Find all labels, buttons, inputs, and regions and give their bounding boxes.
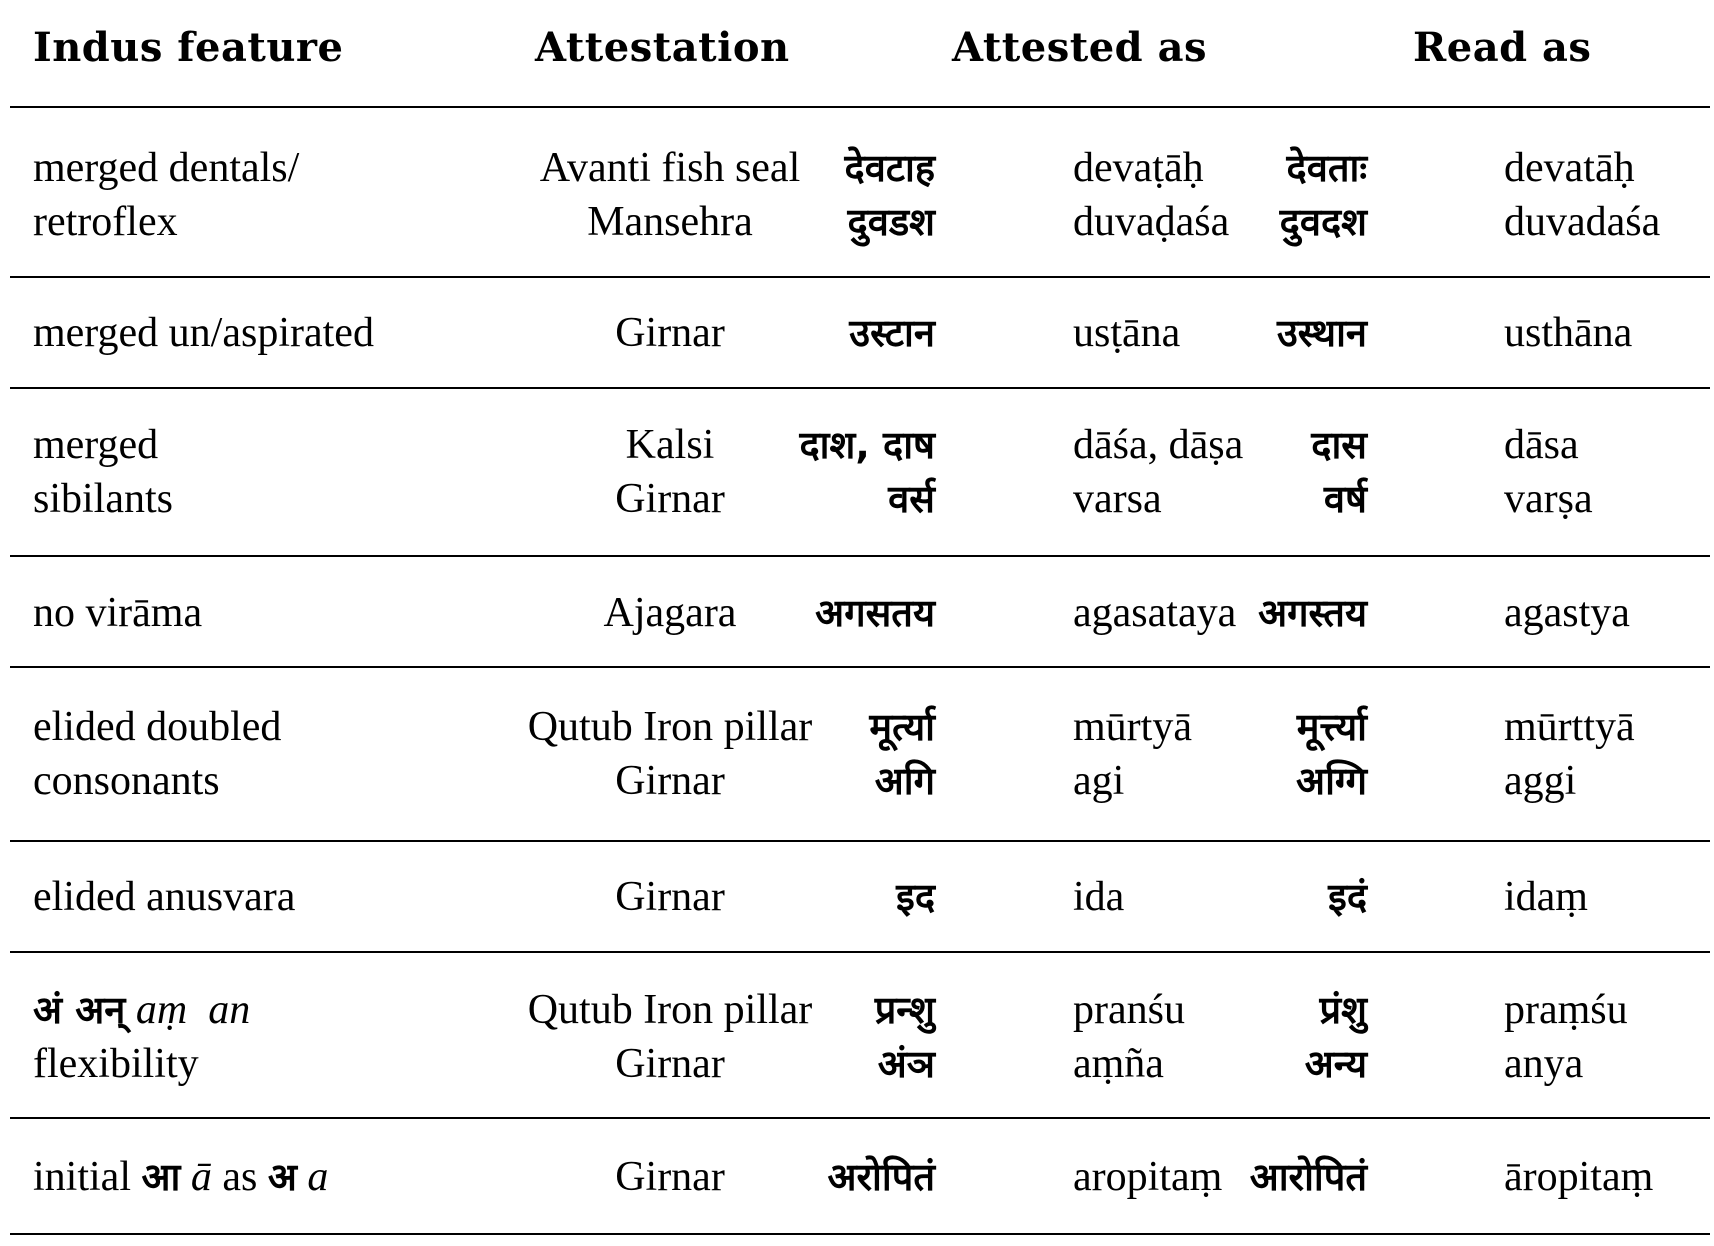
read-devanagari-cell: दास वर्ष: [1311, 423, 1367, 521]
attested-transliteration-cell: mūrtyā agi: [1073, 704, 1192, 804]
attestation-cell: Qutub Iron pillar Girnar: [527, 987, 813, 1087]
attested-devanagari-cell: उस्टान: [849, 311, 935, 355]
read-transliteration-cell: devatāḥ duvadaśa: [1504, 145, 1661, 245]
row-rule: [10, 1117, 1710, 1119]
row-rule: [10, 951, 1710, 953]
read-devanagari-cell: अगस्तय: [1258, 591, 1367, 635]
attested-devanagari-cell: अरोपितं: [827, 1155, 935, 1199]
header-rule: [10, 106, 1710, 108]
attested-devanagari-cell: देवटाह दुवडश: [844, 146, 935, 244]
attestation-cell: Kalsi Girnar: [615, 422, 725, 522]
attested-transliteration-cell: ida: [1073, 874, 1125, 920]
row-rule: [10, 666, 1710, 668]
feature-devanagari: अं अन्: [33, 988, 126, 1032]
read-transliteration-cell: dāsa varṣa: [1504, 422, 1593, 522]
header-read-as: Read as: [1413, 24, 1592, 71]
feature-cell: initial आ ā as अ a: [33, 1154, 329, 1200]
feature-cell: merged un/aspirated: [33, 310, 374, 356]
attestation-cell: Girnar: [615, 874, 725, 920]
attestation-cell: Girnar: [615, 310, 725, 356]
read-devanagari-cell: आरोपितं: [1249, 1155, 1367, 1199]
feature-cell: merged sibilants: [33, 422, 174, 522]
feature-cell: merged dentals/ retroflex: [33, 145, 300, 245]
attested-transliteration-cell: dāśa, dāṣa varsa: [1073, 422, 1244, 522]
read-devanagari-cell: देवताः दुवदश: [1279, 146, 1367, 244]
attestation-cell: Avanti fish seal Mansehra: [539, 145, 801, 245]
attested-devanagari-cell: दाश, दाष वर्स: [799, 423, 935, 521]
read-transliteration-cell: mūrttyā aggi: [1504, 704, 1635, 804]
read-transliteration-cell: praṃśu anya: [1504, 987, 1628, 1087]
row-rule: [10, 555, 1710, 557]
attested-devanagari-cell: मूर्त्या अगि: [869, 705, 935, 803]
header-attestation: Attestation: [535, 24, 790, 71]
feature-cell: elided doubled consonants: [33, 704, 282, 804]
read-devanagari-cell: इदं: [1328, 875, 1367, 919]
attested-transliteration-cell: aropitaṃ: [1073, 1154, 1223, 1200]
read-transliteration-cell: idaṃ: [1504, 874, 1588, 920]
feature-cell: अं अन् aṃ an flexibility: [33, 987, 251, 1087]
attested-devanagari-cell: इद: [896, 875, 935, 919]
read-devanagari-cell: प्रंशु अन्य: [1304, 988, 1367, 1086]
attested-transliteration-cell: devaṭāḥ duvaḍaśa: [1073, 145, 1230, 245]
attestation-cell: Ajagara: [603, 590, 737, 636]
attestation-cell: Girnar: [615, 1154, 725, 1200]
attested-transliteration-cell: usṭāna: [1073, 310, 1181, 356]
read-devanagari-cell: उस्थान: [1276, 311, 1367, 355]
header-indus-feature: Indus feature: [33, 24, 344, 71]
attested-transliteration-cell: pranśu aṃña: [1073, 987, 1185, 1087]
attested-devanagari-cell: अगसतय: [815, 591, 935, 635]
attestation-cell: Qutub Iron pillar Girnar: [527, 704, 813, 804]
read-transliteration-cell: usthāna: [1504, 310, 1633, 356]
row-rule: [10, 840, 1710, 842]
attested-devanagari-cell: प्रन्शु अंञ: [874, 988, 935, 1086]
feature-cell: no virāma: [33, 590, 203, 636]
read-devanagari-cell: मूर्त्त्या अग्गि: [1296, 705, 1367, 803]
feature-cell: elided anusvara: [33, 874, 296, 920]
row-rule: [10, 387, 1710, 389]
read-transliteration-cell: agastya: [1504, 590, 1630, 636]
header-attested-as: Attested as: [952, 24, 1208, 71]
row-rule: [10, 276, 1710, 278]
bottom-rule: [10, 1233, 1710, 1235]
feature-italic: aṃ an: [135, 987, 251, 1033]
attested-transliteration-cell: agasataya: [1073, 590, 1237, 636]
read-transliteration-cell: āropitaṃ: [1504, 1154, 1654, 1200]
